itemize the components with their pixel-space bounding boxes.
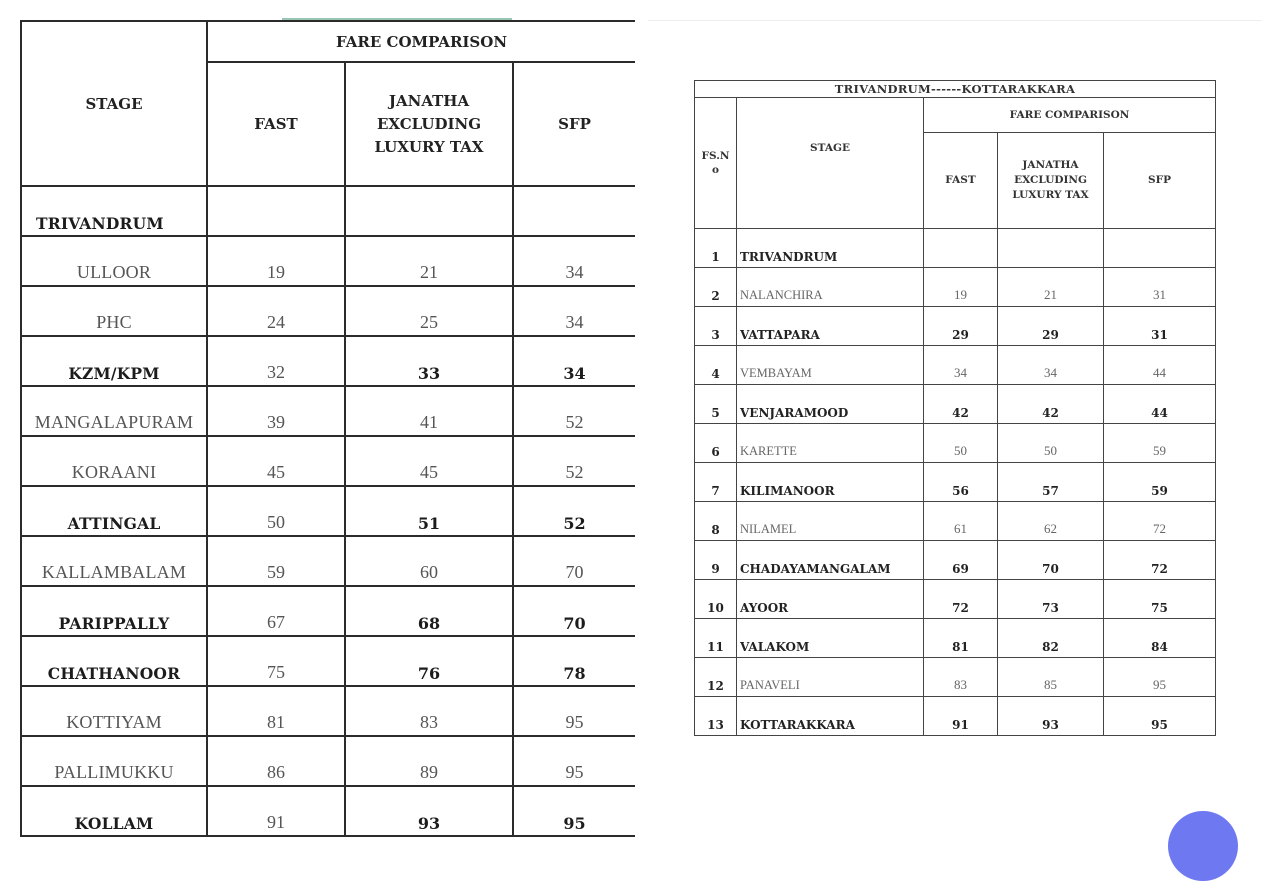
stage-cell: KALLAMBALAM [21,536,207,586]
sfp-fare-cell: 52 [513,436,635,486]
sfp-fare-cell [513,186,635,236]
janatha-fare-cell: 41 [345,386,513,436]
table-row [695,385,1216,424]
fast-fare-cell: 72 [924,580,998,619]
fast-fare-cell: 67 [207,586,345,636]
stage-cell: NILAMEL [737,502,924,541]
stage-cell: ULLOOR [21,236,207,286]
sfp-fare-cell: 31 [1104,307,1216,346]
stage-cell: VATTAPARA [737,307,924,346]
stage-cell: KZM/KPM [21,336,207,386]
stage-cell: AYOOR [737,580,924,619]
header-janatha-text: JANATHA EXCLUDING LUXURY TAX [1012,159,1089,201]
header-fare-comparison: FARE COMPARISON [924,98,1216,133]
fare-comparison-table-kollam [20,20,635,837]
janatha-fare-cell: 62 [998,502,1104,541]
route-title: TRIVANDRUM------KOTTARAKKARA [695,81,1216,98]
stage-cell: KOTTIYAM [21,686,207,736]
header-janatha-text: JANATHA EXCLUDING LUXURY TAX [374,91,484,156]
table-row [695,463,1216,502]
header-janatha [998,133,1104,229]
janatha-fare-cell: 21 [998,268,1104,307]
janatha-fare-cell: 93 [345,786,513,836]
sfp-fare-cell: 44 [1104,346,1216,385]
stage-cell: PANAVELI [737,658,924,697]
header-janatha [345,62,513,186]
serial-number-cell: 11 [695,619,737,658]
stage-cell: ATTINGAL [21,486,207,536]
header-stage: STAGE [21,21,207,186]
stage-cell: NALANCHIRA [737,268,924,307]
fast-fare-cell: 19 [207,236,345,286]
table-row [21,486,635,536]
janatha-fare-cell: 85 [998,658,1104,697]
fast-fare-cell: 34 [924,346,998,385]
janatha-fare-cell: 33 [345,336,513,386]
table-row [21,686,635,736]
fast-fare-cell: 83 [924,658,998,697]
janatha-fare-cell: 57 [998,463,1104,502]
janatha-fare-cell: 50 [998,424,1104,463]
sfp-fare-cell: 95 [1104,697,1216,736]
table-row [695,580,1216,619]
table-row [695,541,1216,580]
stage-cell: CHADAYAMANGALAM [737,541,924,580]
fast-fare-cell: 45 [207,436,345,486]
stage-cell: KORAANI [21,436,207,486]
stage-cell: KOLLAM [21,786,207,836]
table-row [695,697,1216,736]
fast-fare-cell: 69 [924,541,998,580]
sfp-fare-cell: 95 [1104,658,1216,697]
sfp-fare-cell: 70 [513,536,635,586]
stage-cell: PALLIMUKKU [21,736,207,786]
left-fare-chart-image [0,0,640,842]
fast-fare-cell: 91 [207,786,345,836]
janatha-fare-cell: 21 [345,236,513,286]
serial-number-cell: 3 [695,307,737,346]
sfp-fare-cell: 34 [513,286,635,336]
stage-cell: VALAKOM [737,619,924,658]
stage-cell: VENJARAMOOD [737,385,924,424]
fast-fare-cell: 61 [924,502,998,541]
fast-fare-cell: 81 [207,686,345,736]
stage-cell: PARIPPALLY [21,586,207,636]
header-sno [695,98,737,229]
serial-number-cell: 5 [695,385,737,424]
fast-fare-cell [207,186,345,236]
janatha-fare-cell: 82 [998,619,1104,658]
fast-fare-cell: 50 [924,424,998,463]
sfp-fare-cell: 31 [1104,268,1216,307]
janatha-fare-cell: 34 [998,346,1104,385]
fast-fare-cell: 24 [207,286,345,336]
fast-fare-cell: 56 [924,463,998,502]
table-row [21,386,635,436]
sfp-fare-cell: 34 [513,336,635,386]
floating-action-button[interactable] [1168,811,1238,881]
janatha-fare-cell: 42 [998,385,1104,424]
fare-comparison-table-kottarakkara [694,80,1216,736]
sfp-fare-cell: 59 [1104,424,1216,463]
sfp-fare-cell: 95 [513,786,635,836]
header-sfp: SFP [513,62,635,186]
table-row [21,286,635,336]
sfp-fare-cell: 75 [1104,580,1216,619]
table-row [21,736,635,786]
serial-number-cell: 13 [695,697,737,736]
stage-cell: PHC [21,286,207,336]
janatha-fare-cell: 60 [345,536,513,586]
sfp-fare-cell: 70 [513,586,635,636]
table-row [21,186,635,236]
sfp-fare-cell [1104,229,1216,268]
header-fast: FAST [207,62,345,186]
serial-number-cell: 12 [695,658,737,697]
sfp-fare-cell: 84 [1104,619,1216,658]
table-row [21,636,635,686]
sfp-fare-cell: 52 [513,486,635,536]
janatha-fare-cell: 29 [998,307,1104,346]
stage-cell: VEMBAYAM [737,346,924,385]
header-fare-comparison: FARE COMPARISON [207,21,635,62]
table-row [695,502,1216,541]
table-row [21,586,635,636]
janatha-fare-cell: 70 [998,541,1104,580]
header-fast: FAST [924,133,998,229]
serial-number-cell: 8 [695,502,737,541]
table-row [695,268,1216,307]
stage-cell: TRIVANDRUM [21,186,207,236]
stage-cell: KOTTARAKKARA [737,697,924,736]
serial-number-cell: 4 [695,346,737,385]
table-row [695,346,1216,385]
header-stage: STAGE [737,98,924,229]
header-sno-text: FS.N o [701,150,730,176]
sfp-fare-cell: 59 [1104,463,1216,502]
janatha-fare-cell [998,229,1104,268]
sfp-fare-cell: 52 [513,386,635,436]
table-row [21,536,635,586]
fast-fare-cell: 86 [207,736,345,786]
sfp-fare-cell: 44 [1104,385,1216,424]
stage-cell: MANGALAPURAM [21,386,207,436]
fast-fare-cell: 19 [924,268,998,307]
sfp-fare-cell: 34 [513,236,635,286]
sfp-fare-cell: 95 [513,686,635,736]
stage-cell: CHATHANOOR [21,636,207,686]
stage-cell: KILIMANOOR [737,463,924,502]
table-row [695,658,1216,697]
fast-fare-cell: 29 [924,307,998,346]
janatha-fare-cell: 76 [345,636,513,686]
table-row [21,236,635,286]
fast-fare-cell: 75 [207,636,345,686]
fast-fare-cell [924,229,998,268]
table-row [695,424,1216,463]
janatha-fare-cell: 73 [998,580,1104,619]
table-row [695,307,1216,346]
janatha-fare-cell: 45 [345,436,513,486]
janatha-fare-cell [345,186,513,236]
fast-fare-cell: 91 [924,697,998,736]
table-row [21,786,635,836]
janatha-fare-cell: 68 [345,586,513,636]
table-row [695,229,1216,268]
fast-fare-cell: 50 [207,486,345,536]
janatha-fare-cell: 89 [345,736,513,786]
serial-number-cell: 7 [695,463,737,502]
serial-number-cell: 6 [695,424,737,463]
fast-fare-cell: 81 [924,619,998,658]
sfp-fare-cell: 72 [1104,541,1216,580]
table-row [695,619,1216,658]
serial-number-cell: 10 [695,580,737,619]
sfp-fare-cell: 78 [513,636,635,686]
fast-fare-cell: 32 [207,336,345,386]
fast-fare-cell: 59 [207,536,345,586]
table-row [21,336,635,386]
janatha-fare-cell: 83 [345,686,513,736]
fast-fare-cell: 42 [924,385,998,424]
serial-number-cell: 2 [695,268,737,307]
fast-fare-cell: 39 [207,386,345,436]
janatha-fare-cell: 93 [998,697,1104,736]
table-row [21,436,635,486]
sfp-fare-cell: 72 [1104,502,1216,541]
stage-cell: TRIVANDRUM [737,229,924,268]
sfp-fare-cell: 95 [513,736,635,786]
right-fare-chart-image [648,20,1262,843]
janatha-fare-cell: 25 [345,286,513,336]
janatha-fare-cell: 51 [345,486,513,536]
serial-number-cell: 1 [695,229,737,268]
header-sfp: SFP [1104,133,1216,229]
serial-number-cell: 9 [695,541,737,580]
stage-cell: KARETTE [737,424,924,463]
